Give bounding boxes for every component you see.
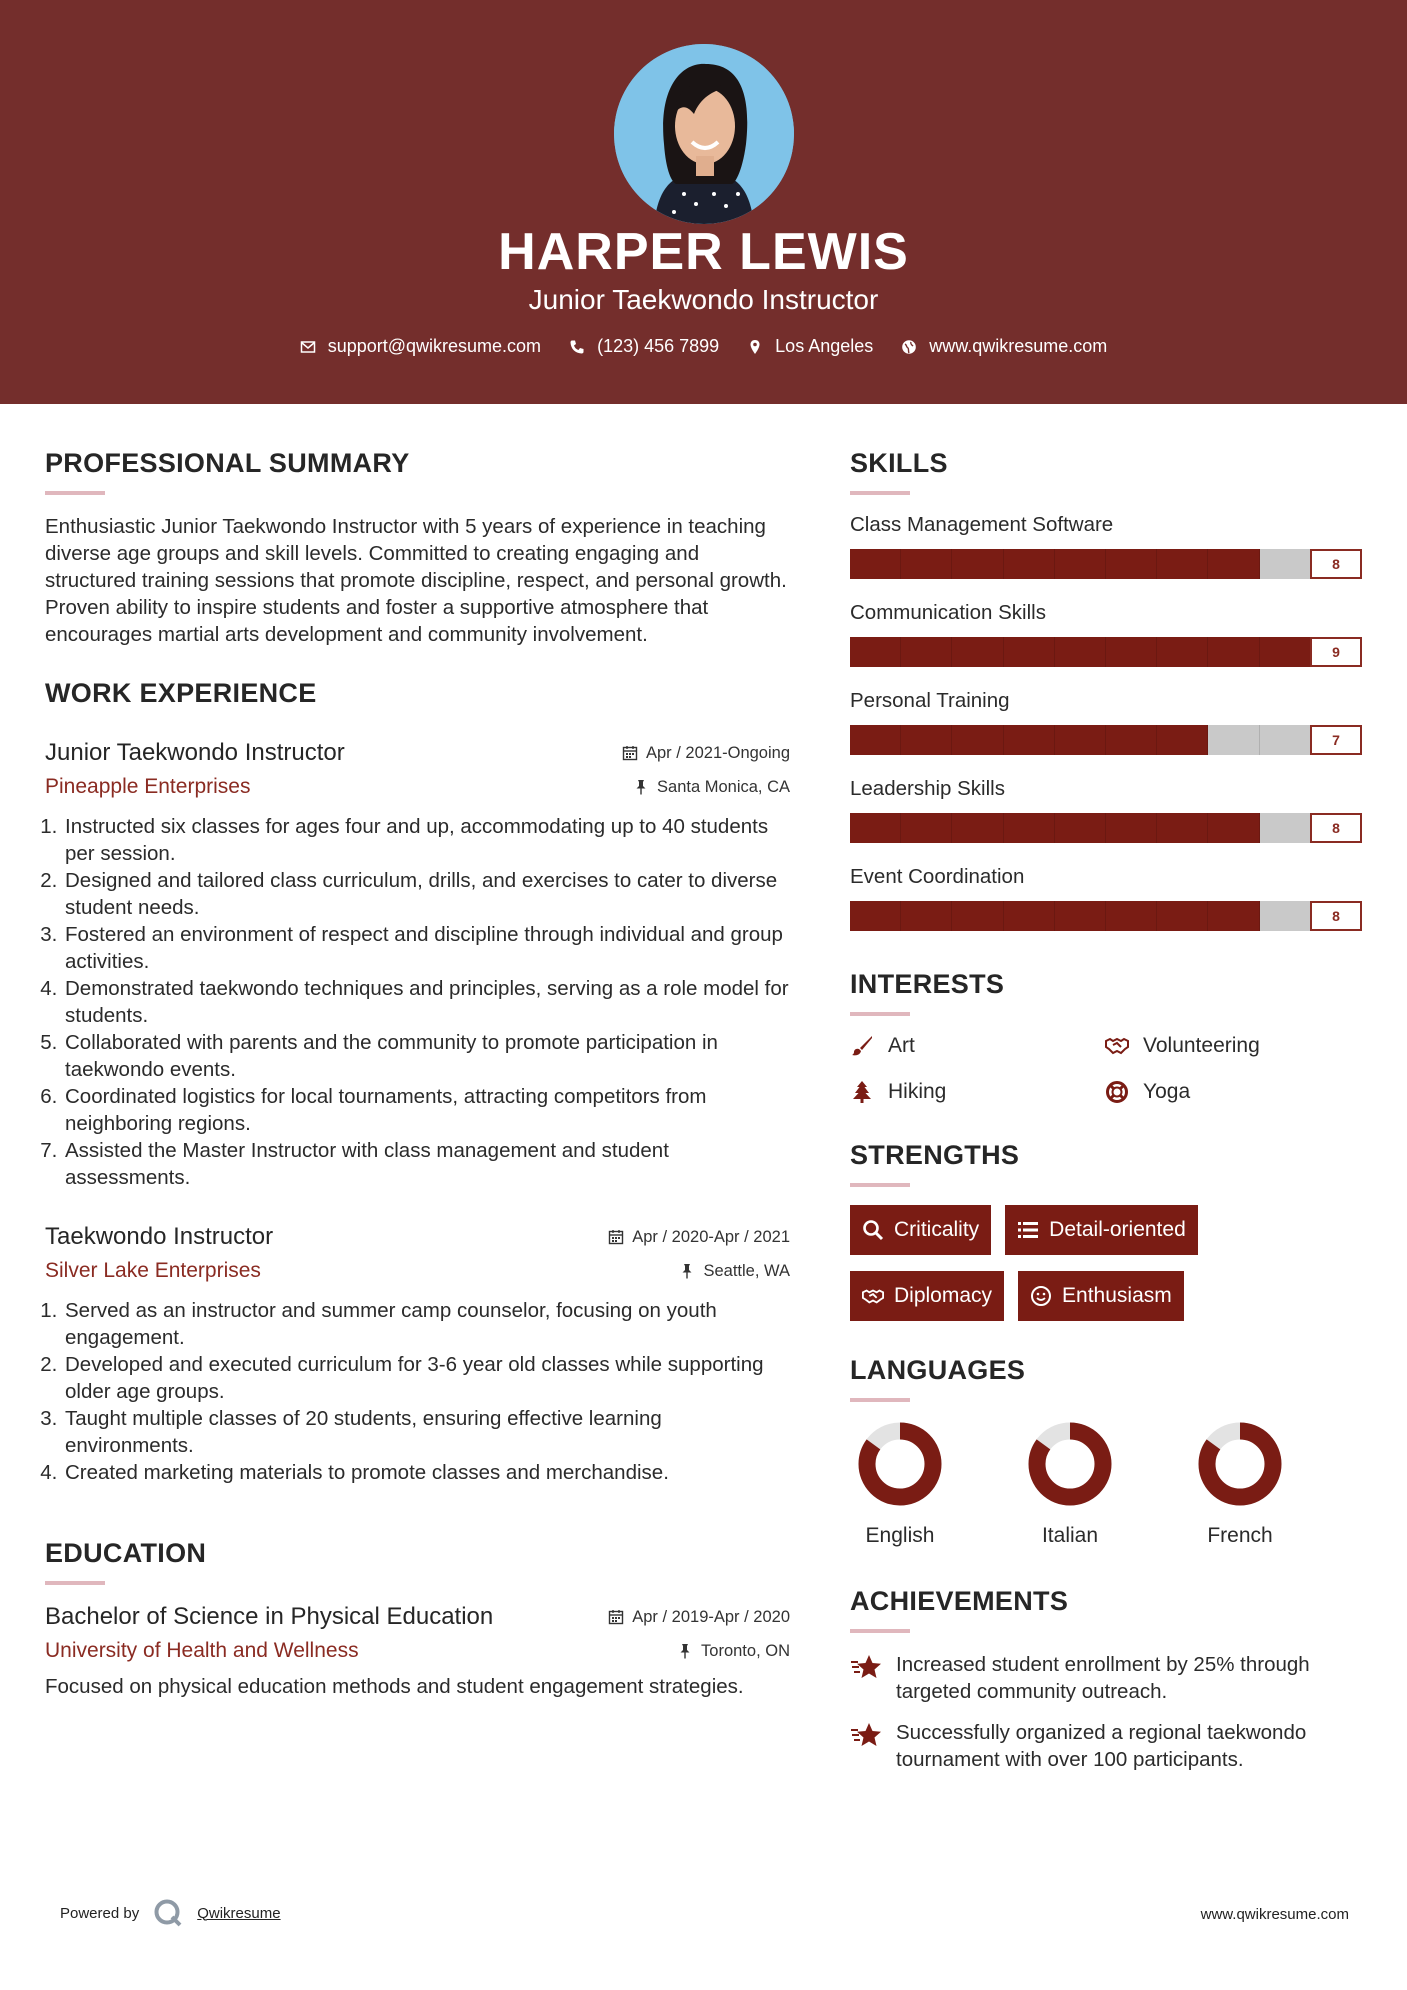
list-item: 1. Served as an instructor and summer camp counselor, focusing on youth engagement. — [63, 1297, 790, 1351]
skill-bar-segment — [1208, 901, 1259, 931]
list-item: 4. Created marketing materials to promote classes and merchandise. — [63, 1459, 790, 1486]
powered-by-label: Powered by — [60, 1904, 140, 1922]
skill-bar-segment — [1106, 725, 1157, 755]
pushpin-icon — [633, 779, 649, 795]
job-date — [622, 744, 790, 763]
language-label: French — [1207, 1524, 1273, 1547]
strength-detail-oriented — [1005, 1205, 1198, 1255]
contact-location — [747, 336, 873, 357]
list-item: 7. Assisted the Master Instructor with class management and student assessments. — [63, 1137, 790, 1191]
interests-heading: INTERESTS — [850, 969, 1005, 999]
skill-bar-segment — [850, 549, 901, 579]
job-duties — [45, 1297, 790, 1486]
job-entry — [45, 1223, 790, 1486]
right-column — [850, 448, 1365, 1787]
skill-bar-segment — [952, 637, 1003, 667]
phone-text: (123) 456 7899 — [597, 336, 720, 356]
interest-hiking — [850, 1080, 1105, 1104]
skill-bar-segment — [1208, 725, 1259, 755]
section-divider — [850, 1629, 910, 1633]
strength-criticality — [850, 1205, 991, 1255]
job-duties — [45, 813, 790, 1191]
list-item: 2. Designed and tailored class curriculum, drills, and exercises to cater to diverse student needs. — [63, 867, 790, 921]
section-divider — [850, 1012, 910, 1016]
degree-title: Bachelor of Science in Physical Education — [45, 1603, 494, 1630]
interests-section — [850, 969, 1365, 1104]
skill-bar-segment — [1157, 813, 1208, 843]
pushpin-icon — [677, 1643, 693, 1659]
education-heading: EDUCATION — [45, 1538, 207, 1568]
skill-bar-segment — [1004, 901, 1055, 931]
star-icon — [850, 1653, 882, 1683]
skill-label: Leadership Skills — [850, 777, 1005, 800]
language-label: Italian — [1041, 1524, 1099, 1547]
skill-bar-segment — [1055, 725, 1106, 755]
contact-website[interactable] — [901, 336, 1107, 357]
skill-bar-segment — [1157, 549, 1208, 579]
skill-score: 9 — [1310, 637, 1362, 667]
footer-powered-by — [60, 1898, 281, 1928]
email-text: support@qwikresume.com — [327, 336, 542, 356]
qwikresume-link[interactable]: Qwikresume — [197, 1904, 281, 1922]
languages-heading: LANGUAGES — [850, 1355, 1026, 1385]
skill-bar-segment — [850, 813, 901, 843]
achievements-section — [850, 1586, 1365, 1773]
skill-bar-segment — [1004, 549, 1055, 579]
skill-label: Personal Training — [850, 689, 1010, 712]
skills-heading: SKILLS — [850, 448, 948, 478]
strengths-section — [850, 1140, 1365, 1321]
education-date — [608, 1608, 790, 1627]
pushpin-icon — [679, 1263, 695, 1279]
summary-text: Enthusiastic Junior Taekwondo Instructor with 5 years of experience in teaching diverse age groups and skill levels. Committed to creating engaging and structured training sessions that promote discipline, respect, and personal growth. Proven ability to inspire students and foster a supportive atmosphere that encourages martial arts development and community involvement. — [45, 515, 787, 646]
envelope-icon — [300, 339, 316, 355]
skill-item — [850, 601, 1365, 667]
contact-email[interactable] — [300, 336, 541, 357]
smile-icon — [1030, 1285, 1052, 1307]
school-name: University of Health and Wellness — [45, 1639, 359, 1662]
language-level-donut — [1028, 1422, 1112, 1506]
avatar-photo-icon — [614, 44, 794, 224]
globe-icon — [901, 339, 917, 355]
strength-label: Detail-oriented — [1049, 1218, 1186, 1241]
section-divider — [850, 491, 910, 495]
section-divider — [45, 491, 105, 495]
skill-bar-segment — [1208, 549, 1259, 579]
skill-bar-segment — [1106, 549, 1157, 579]
skill-score: 8 — [1310, 901, 1362, 931]
education-description: Focused on physical education methods and student engagement strategies. — [45, 1675, 744, 1698]
calendar-icon — [608, 1229, 624, 1245]
list-item: 5. Collaborated with parents and the community to promote participation in taekwondo events. — [63, 1029, 790, 1083]
skill-bar-segment — [1004, 637, 1055, 667]
experience-heading: WORK EXPERIENCE — [45, 678, 317, 708]
job-location-text: Seattle, WA — [703, 1261, 790, 1280]
skill-item — [850, 865, 1365, 931]
tree-icon — [850, 1080, 874, 1104]
skill-bar-segment — [952, 813, 1003, 843]
achievement-text: Successfully organized a regional taekwondo tournament with over 100 participants. — [896, 1721, 1307, 1771]
skill-bar-segment — [901, 901, 952, 931]
paintbrush-icon — [850, 1034, 874, 1058]
lifering-icon — [1105, 1080, 1129, 1104]
resume-header — [0, 0, 1407, 404]
skill-bar-segment — [1157, 901, 1208, 931]
list-item: 4. Demonstrated taekwondo techniques and principles, serving as a role model for students. — [63, 975, 790, 1029]
interest-art — [850, 1034, 1105, 1058]
achievement-item — [850, 1651, 1365, 1705]
list-item: 3. Fostered an environment of respect and discipline through individual and group activities. — [63, 921, 790, 975]
skill-bar-segment — [1260, 813, 1311, 843]
strength-label: Enthusiasm — [1062, 1284, 1172, 1307]
contact-bar — [0, 336, 1407, 357]
language-item — [858, 1422, 942, 1548]
strength-diplomacy — [850, 1271, 1004, 1321]
strengths-heading: STRENGTHS — [850, 1140, 1020, 1170]
job-location — [633, 778, 790, 797]
language-level-donut — [1198, 1422, 1282, 1506]
map-pin-icon — [747, 339, 763, 355]
skill-bar-segment — [952, 549, 1003, 579]
list-item: 3. Taught multiple classes of 20 students, ensuring effective learning environments. — [63, 1405, 790, 1459]
skill-bar-segment — [1157, 725, 1208, 755]
skills-section — [850, 448, 1365, 931]
skill-bar-segment — [1208, 637, 1259, 667]
interest-volunteering — [1105, 1034, 1360, 1058]
skill-bar-segment — [1004, 813, 1055, 843]
experience-section — [45, 678, 790, 1486]
education-location-text: Toronto, ON — [701, 1641, 790, 1660]
skill-label: Class Management Software — [850, 513, 1114, 536]
skill-bar-segment — [1004, 725, 1055, 755]
skill-item — [850, 513, 1365, 579]
skill-bar-segment — [952, 725, 1003, 755]
skill-bar-segment — [850, 901, 901, 931]
summary-section — [45, 448, 790, 648]
languages-list — [850, 1422, 1365, 1548]
job-location-text: Santa Monica, CA — [657, 777, 790, 796]
language-level-donut — [858, 1422, 942, 1506]
qwikresume-logo-icon — [153, 1898, 183, 1928]
skill-bar-segment — [1260, 725, 1311, 755]
strength-enthusiasm — [1018, 1271, 1184, 1321]
skill-bar-segment — [1106, 637, 1157, 667]
strength-label: Diplomacy — [894, 1284, 993, 1307]
website-text: www.qwikresume.com — [929, 336, 1108, 356]
skill-bar-segment — [1055, 813, 1106, 843]
job-company: Silver Lake Enterprises — [45, 1259, 261, 1282]
skill-item — [850, 689, 1365, 755]
skill-item — [850, 777, 1365, 843]
skill-bar-segment — [901, 725, 952, 755]
skill-bar-segment — [901, 637, 952, 667]
job-date-text: Apr / 2020-Apr / 2021 — [632, 1227, 790, 1246]
skill-bar-segment — [952, 901, 1003, 931]
language-label: English — [865, 1524, 935, 1547]
job-title: Taekwondo Instructor — [45, 1223, 274, 1250]
star-icon — [850, 1721, 882, 1751]
search-icon — [862, 1219, 884, 1241]
calendar-icon — [608, 1609, 624, 1625]
skill-score: 8 — [1310, 549, 1362, 579]
skill-bar-segment — [850, 725, 901, 755]
skill-bar-segment — [1260, 637, 1311, 667]
job-location — [679, 1262, 790, 1281]
list-item: 6. Coordinated logistics for local tournaments, attracting competitors from neighboring regions. — [63, 1083, 790, 1137]
skill-label: Event Coordination — [850, 865, 1025, 888]
interest-yoga — [1105, 1080, 1360, 1104]
skill-bar — [850, 637, 1362, 667]
skill-bar-segment — [1055, 901, 1106, 931]
skill-bar-segment — [901, 549, 952, 579]
phone-icon — [569, 339, 585, 355]
footer-website[interactable]: www.qwikresume.com — [1200, 1906, 1349, 1923]
candidate-title: Junior Taekwondo Instructor — [528, 284, 879, 315]
job-title: Junior Taekwondo Instructor — [45, 739, 345, 766]
interest-label: Art — [888, 1034, 915, 1057]
language-item — [1198, 1422, 1282, 1548]
skill-bar-segment — [1106, 901, 1157, 931]
education-date-text: Apr / 2019-Apr / 2020 — [632, 1607, 790, 1626]
skill-bar-segment — [1260, 901, 1311, 931]
skill-bar — [850, 725, 1362, 755]
language-item — [1028, 1422, 1112, 1548]
strength-label: Criticality — [894, 1218, 980, 1241]
summary-heading: PROFESSIONAL SUMMARY — [45, 448, 410, 478]
candidate-name: HARPER LEWIS — [498, 223, 909, 281]
job-company: Pineapple Enterprises — [45, 775, 251, 798]
handshake-icon — [1105, 1034, 1129, 1058]
skill-bar — [850, 549, 1362, 579]
interest-label: Volunteering — [1143, 1034, 1260, 1057]
skill-bar-segment — [850, 637, 901, 667]
education-location — [677, 1642, 790, 1661]
skill-bar — [850, 813, 1362, 843]
skill-bar-segment — [1208, 813, 1259, 843]
skill-score: 7 — [1310, 725, 1362, 755]
job-date — [608, 1228, 790, 1247]
skill-bar-segment — [1055, 637, 1106, 667]
achievements-heading: ACHIEVEMENTS — [850, 1586, 1069, 1616]
skill-bar-segment — [1260, 549, 1311, 579]
skill-bar-segment — [1106, 813, 1157, 843]
skill-bar-segment — [901, 813, 952, 843]
job-entry — [45, 739, 790, 1191]
list-icon — [1017, 1219, 1039, 1241]
section-divider — [850, 1398, 910, 1402]
skill-score: 8 — [1310, 813, 1362, 843]
interest-label: Hiking — [888, 1080, 947, 1103]
skill-label: Communication Skills — [850, 601, 1046, 624]
skills-list — [850, 513, 1365, 931]
achievement-text: Increased student enrollment by 25% through targeted community outreach. — [896, 1653, 1310, 1703]
avatar — [614, 44, 794, 224]
languages-section — [850, 1355, 1365, 1548]
skill-bar-segment — [1055, 549, 1106, 579]
section-divider — [45, 1581, 105, 1585]
location-text: Los Angeles — [775, 336, 874, 356]
skill-bar — [850, 901, 1362, 931]
skill-bar-segment — [1157, 637, 1208, 667]
list-item: 2. Developed and executed curriculum for 3-6 year old classes while supporting older age groups. — [63, 1351, 790, 1405]
interest-label: Yoga — [1143, 1080, 1191, 1103]
section-divider — [850, 1183, 910, 1187]
contact-phone[interactable] — [569, 336, 719, 357]
handshake-icon — [862, 1285, 884, 1307]
left-column — [45, 448, 790, 1700]
achievement-item — [850, 1719, 1365, 1773]
job-date-text: Apr / 2021-Ongoing — [645, 743, 790, 762]
list-item: 1. Instructed six classes for ages four and up, accommodating up to 40 students per session. — [63, 813, 790, 867]
calendar-icon — [622, 745, 638, 761]
education-section — [45, 1538, 790, 1700]
